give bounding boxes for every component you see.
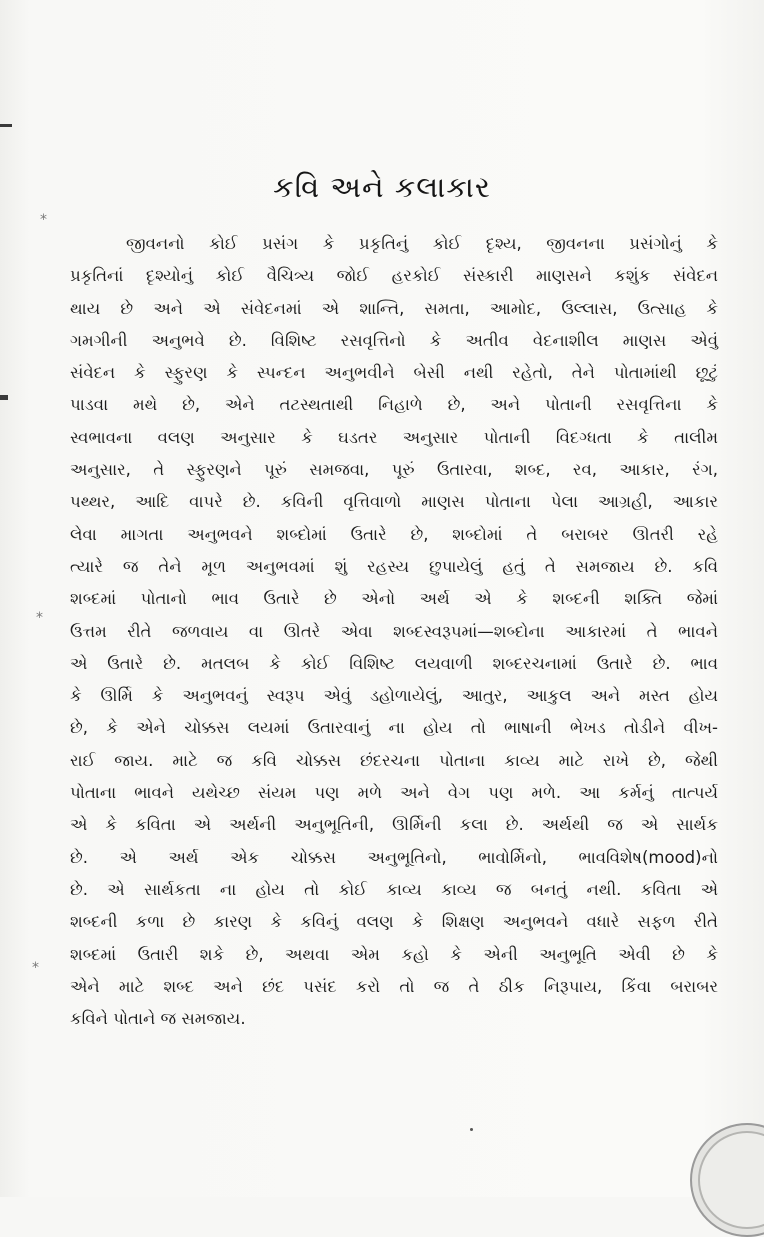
text-line: રાઈ જાય. માટે જ કવિ ચોક્કસ છંદરચના પોતાના કાવ્ય માટે રાખે છે, જેથી — [70, 750, 718, 770]
text-line: થાય છે અને એ સંવેદનમાં એ શાન્તિ, સમતા, આમોદ, ઉલ્લાસ, ઉત્સાહ કે — [70, 298, 718, 318]
scan-speck: * — [32, 960, 39, 976]
text-line: એને માટે શબ્દ અને છંદ પસંદ કરો તો જ તે ઠીક નિરૂપાય, કિંવા બરાબર — [70, 976, 718, 996]
text-line: શબ્દમાં પોતાનો ભાવ ઉતારે છે એનો અર્થ એ કે શબ્દની શક્તિ જેમાં — [70, 589, 718, 609]
text-line: છે. એ અર્થ એક ચોક્કસ અનુભૂતિનો, ભાવોર્મિનો, ભાવવિશેષ(mood)નો — [70, 847, 718, 867]
text-line: કવિને પોતાને જ સમજાય. — [70, 1009, 246, 1029]
text-line: એ ઉતારે છે. મતલબ કે કોઈ વિશિષ્ટ લયવાળી શબ્દરચનામાં ઉતારે છે. ભાવ — [70, 653, 718, 673]
text-line: પોતાના ભાવને યથેચ્છ સંયમ પણ મળે અને વેગ પણ મળે. આ કર્મનું તાત્પર્ય — [70, 783, 718, 803]
margin-mark — [0, 395, 8, 400]
text-line: ત્યારે જ તેને મૂળ અનુભવમાં શું રહસ્ય છુપાયેલું હતું તે સમજાય છે. કવિ — [70, 556, 718, 576]
text-line: લેવા માગતા અનુભવને શબ્દોમાં ઉતારે છે, શબ્દોમાં તે બરાબર ઊતરી રહે — [70, 524, 718, 544]
body-paragraph — [70, 228, 718, 1035]
page-corner-curl — [690, 1123, 764, 1237]
text-line: છે, કે એને ચોક્કસ લયમાં ઉતારવાનું ના હોય તો ભાષાની ભેખડ તોડીને વીખ- — [70, 718, 718, 738]
text-line: પથ્થર, આદિ વાપરે છે. કવિની વૃત્તિવાળો માણસ પોતાના પેલા આગ્રહી, આકાર — [70, 492, 718, 512]
scan-speck: * — [36, 610, 43, 626]
page-title: કવિ અને કલાકાર — [273, 170, 491, 204]
text-line: અનુસાર, તે સ્ફુરણને પૂરું સમજવા, પૂરું ઉતારવા, શબ્દ, રવ, આકાર, રંગ, — [70, 460, 718, 480]
text-line: કે ઊર્મિ કે અનુભવનું સ્વરૂપ એવું ડહોળાયેલું, આતુર, આકુલ અને મસ્ત હોય — [70, 686, 718, 706]
text-line: પાડવા મથે છે, એને તટસ્થતાથી નિહાળે છે, અને પોતાની રસવૃત્તિના કે — [70, 395, 718, 415]
text-line: સંવેદન કે સ્ફુરણ કે સ્પન્દન અનુભવીને બેસી નથી રહેતો, તેને પોતામાંથી છૂટું — [70, 363, 718, 383]
margin-mark — [0, 124, 12, 127]
scan-speck: * — [40, 212, 47, 228]
text-line: જીવનનો કોઈ પ્રસંગ કે પ્રકૃતિનું કોઈ દૃશ્ય, જીવનના પ્રસંગોનું કે — [126, 234, 718, 253]
text-line: એ કે કવિતા એ અર્થની અનુભૂતિની, ઊર્મિની કલા છે. અર્થથી જ એ સાર્થક — [70, 815, 718, 835]
scan-speck — [470, 1128, 473, 1131]
text-line: ઉત્તમ રીતે જળવાય વા ઊતરે એવા શબ્દસ્વરૂપમાં—શબ્દોના આકારમાં તે ભાવને — [70, 621, 718, 641]
text-line: શબ્દની કળા છે કારણ કે કવિનું વલણ કે શિક્ષણ અનુભવને વધારે સફળ રીતે — [70, 912, 718, 932]
text-line: પ્રકૃતિનાં દૃશ્યોનું કોઈ વૈચિત્ર્ય જોઈ હરકોઈ સંસ્કારી માણસને કશુંક સંવેદન — [70, 266, 718, 286]
text-line: છે. એ સાર્થકતા ના હોય તો કોઈ કાવ્ય કાવ્ય જ બનતું નથી. કવિતા એ — [70, 879, 718, 899]
text-line: સ્વભાવના વલણ અનુસાર કે ઘડતર અનુસાર પોતાની વિદગ્ધતા કે તાલીમ — [70, 427, 718, 447]
text-line: શબ્દમાં ઉતારી શકે છે, અથવા એમ કહો કે એની અનુભૂતિ એવી છે કે — [70, 944, 718, 964]
text-line: ગમગીની અનુભવે છે. વિશિષ્ટ રસવૃત્તિનો કે અતીવ વેદનાશીલ માણસ એવું — [70, 330, 718, 350]
